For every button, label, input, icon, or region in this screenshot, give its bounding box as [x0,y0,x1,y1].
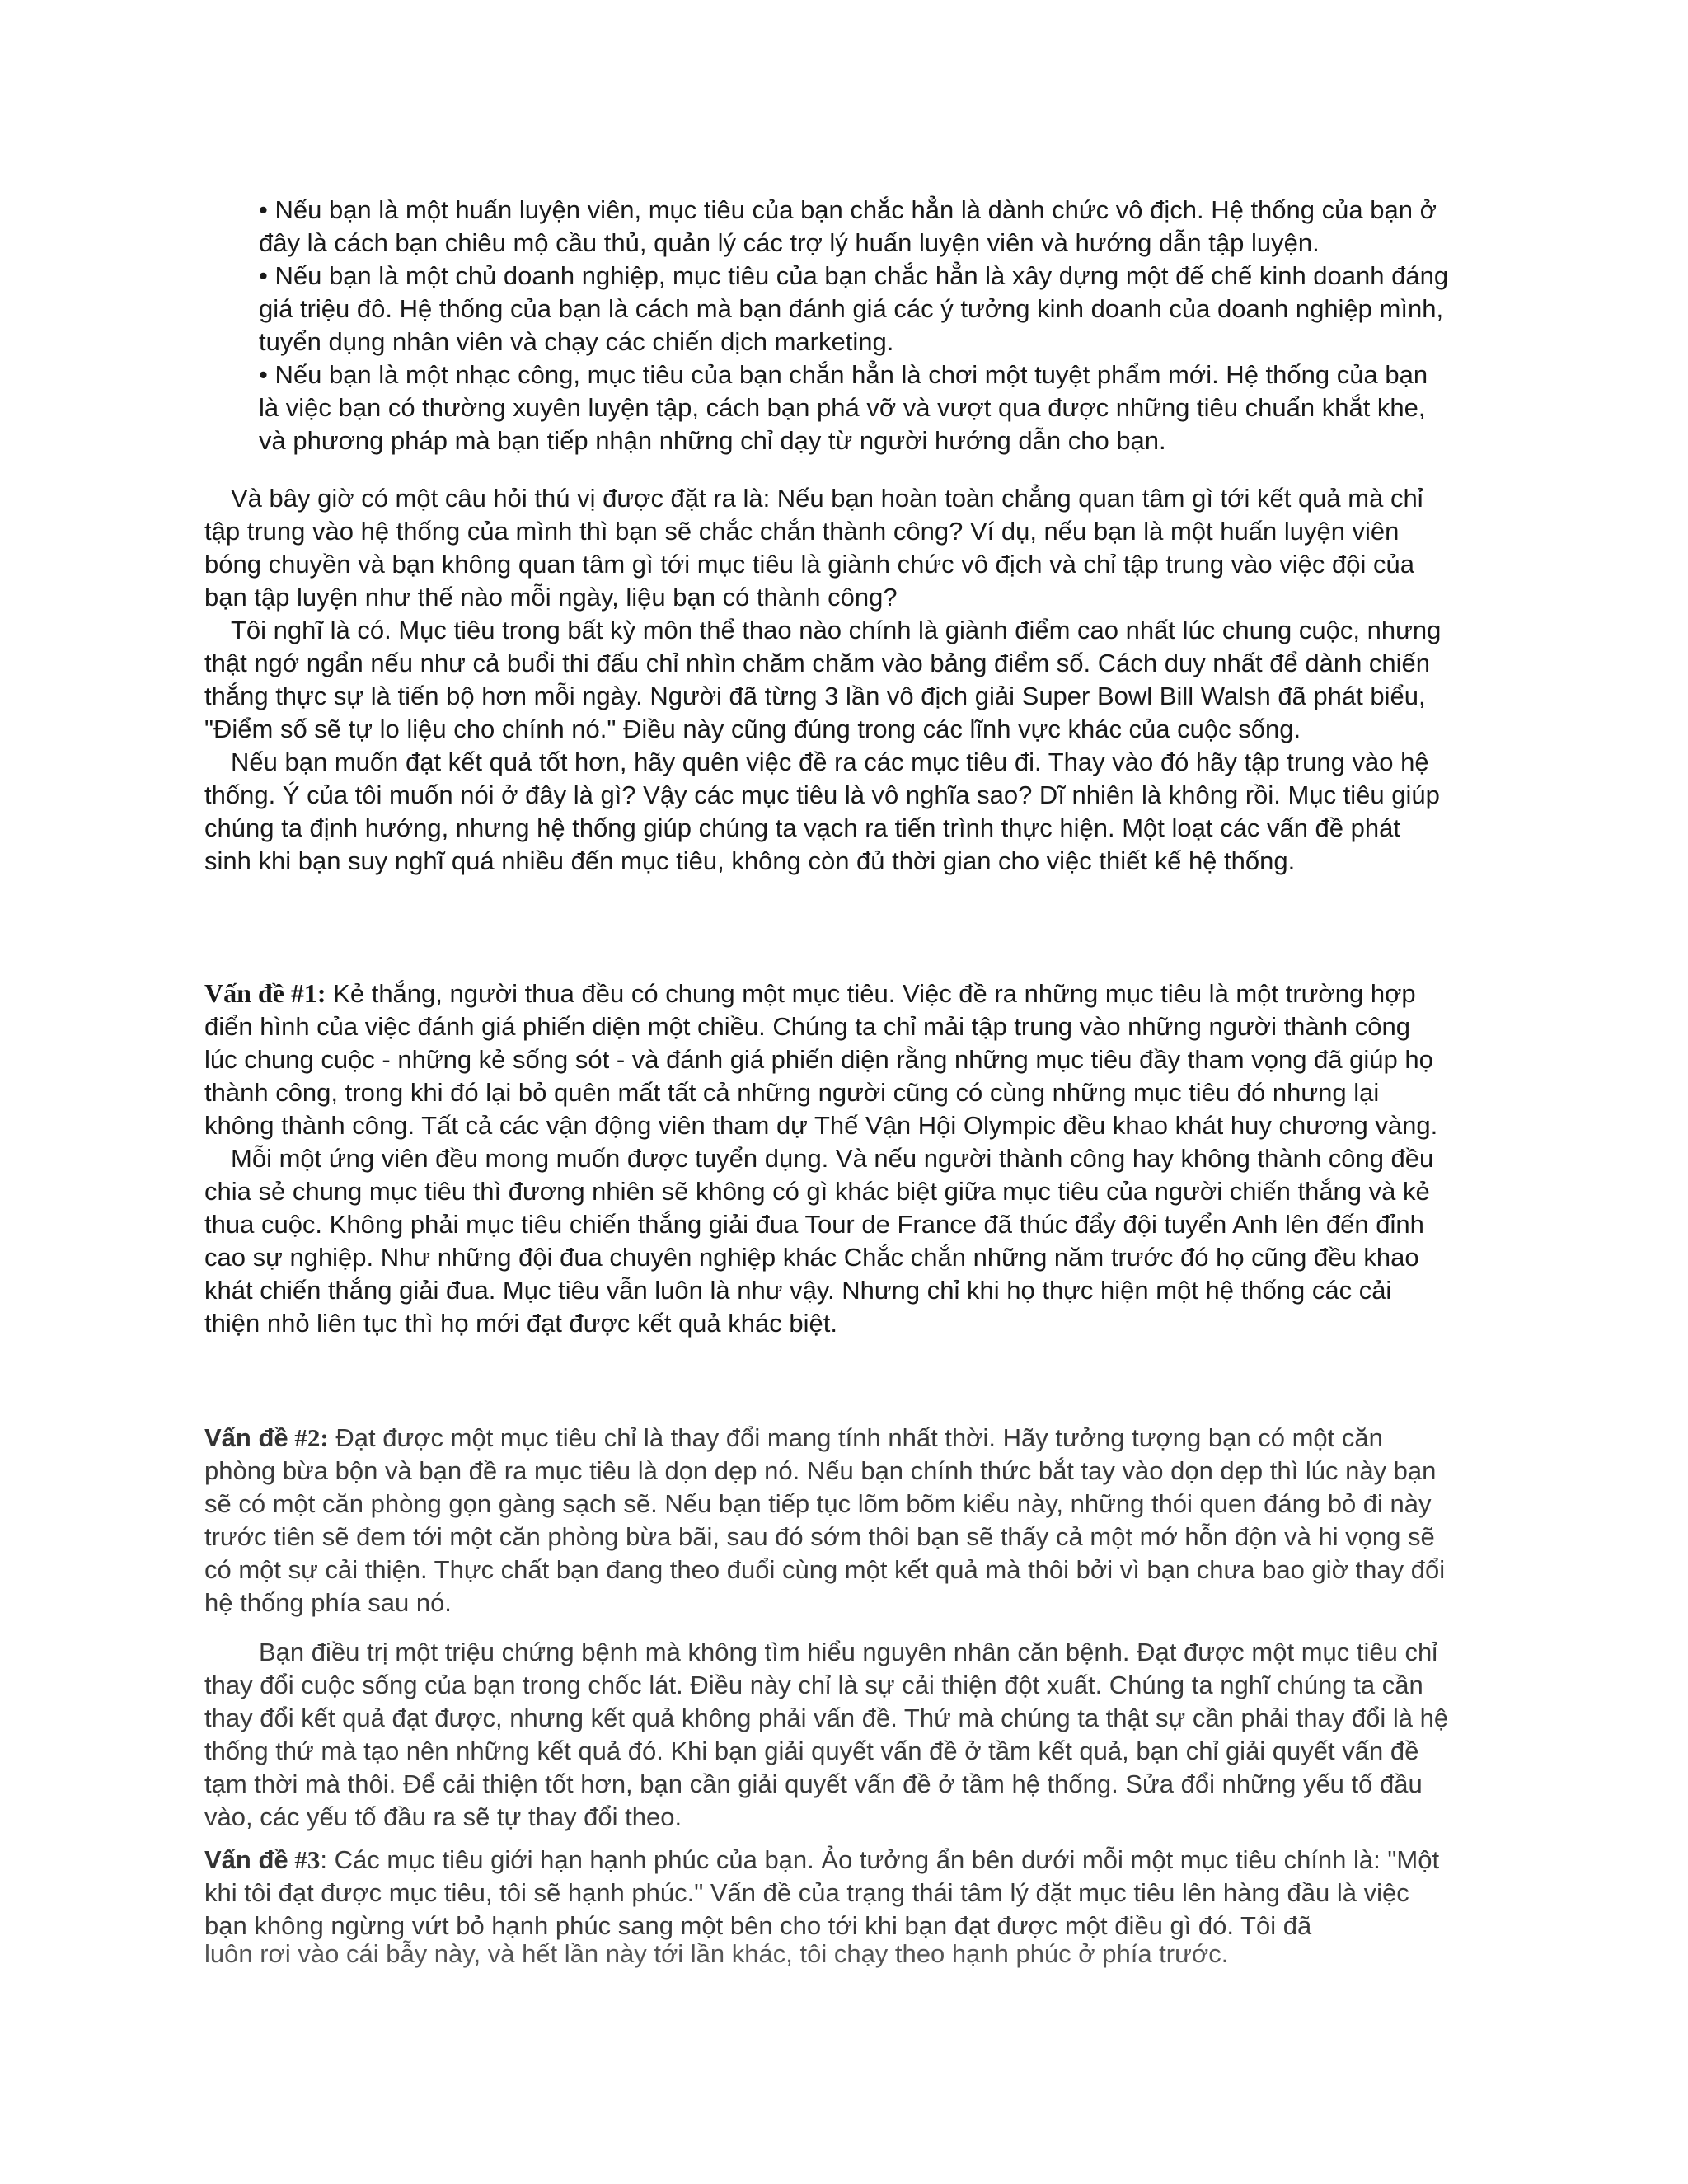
document-page [204,0,1449,2184]
cut-off-text: luôn rơi vào cái bẫy này, và hết lần này tới lần khác, tôi chạy theo hạnh phúc ở phía trước. [204,1939,1229,1968]
problem-1-section [204,977,1449,1340]
problem-3-section [204,1844,1449,1943]
bullet-item-business-owner: • Nếu bạn là một chủ doanh nghiệp, mục tiêu của bạn chắc hẳn là xây dựng một đế chế kinh doanh đáng giá triệu đô. Hệ thống của bạn là cách mà bạn đánh giá các ý tưởng kinh doanh của doanh nghiệp mình, tuyển dụng nhân viên và chạy các chiến dịch marketing. [259,261,1449,356]
problem-3-label-word: Vấn đề [204,1845,288,1874]
problem-1-paragraph-2: Mỗi một ứng viên đều mong muốn được tuyển dụng. Và nếu người thành công hay không thành công đều chia sẻ chung mục tiêu thì đương nhiên sẽ không có gì khác biệt giữa mục tiêu của người chiến thắng và kẻ thua cuộc. Không phải mục tiêu chiến thắng giải đua Tour de France đã thúc đẩy đội tuyển Anh lên đến đỉnh cao sự nghiệp. Như những đội đua chuyên nghiệp khác Chắc chắn những năm trước đó họ cũng đều khao khát chiến thắng giải đua. Mục tiêu vẫn luôn là như vậy. Nhưng chỉ khi họ thực hiện một hệ thống các cải thiện nhỏ liên tục thì họ mới đạt được kết quả khác biệt. [204,1144,1434,1338]
problem-1-label: Vấn đề #1: [204,978,326,1008]
problem-1-paragraph [204,977,1449,1142]
bullet-item-musician: • Nếu bạn là một nhạc công, mục tiêu của bạn chắn hẳn là chơi một tuyệt phẩm mới. Hệ thống của bạn là việc bạn có thường xuyên luyện tập, cách bạn phá vỡ và vượt qua được những tiêu chuẩn khắt khe, và phương pháp mà bạn tiếp nhận những chỉ dạy từ người hướng dẫn cho bạn. [259,360,1428,455]
bullet-list [259,194,1449,457]
problem-3-paragraph [204,1844,1449,1943]
intro-paragraph-1: Và bây giờ có một câu hỏi thú vị được đặt ra là: Nếu bạn hoàn toàn chẳng quan tâm gì tới kết quả mà chỉ tập trung vào hệ thống của mình thì bạn sẽ chắc chắn thành công? Ví dụ, nếu bạn là một huấn luyện viên bóng chuyền và bạn không quan tâm gì tới mục tiêu là giành chức vô địch và chỉ tập trung vào việc đội của bạn tập luyện như thế nào mỗi ngày, liệu bạn có thành công? [204,484,1423,612]
intro-paragraph-3: Nếu bạn muốn đạt kết quả tốt hơn, hãy quên việc đề ra các mục tiêu đi. Thay vào đó hãy tập trung vào hệ thống. Ý của tôi muốn nói ở đây là gì? Vậy các mục tiêu là vô nghĩa sao? Dĩ nhiên là không rồi. Mục tiêu giúp chúng ta định hướng, nhưng hệ thống giúp chúng ta vạch ra tiến trình thực hiện. Một loạt các vấn đề phát sinh khi bạn suy nghĩ quá nhiều đến mục tiêu, không còn đủ thời gian cho việc thiết kế hệ thống. [204,748,1440,875]
bullet-item-coach: • Nếu bạn là một huấn luyện viên, mục tiêu của bạn chắc hẳn là dành chức vô địch. Hệ thống của bạn ở đây là cách bạn chiêu mộ cầu thủ, quản lý các trợ lý huấn luyện viên và hướng dẫn tập luyện. [259,195,1437,257]
problem-1-text: Kẻ thắng, người thua đều có chung một mục tiêu. Việc đề ra những mục tiêu là một trường hợp điển hình của việc đánh giá phiến diện một chiều. Chúng ta chỉ mải tập trung vào những người thành công lúc chung cuộc - những kẻ sống sót - và đánh giá phiến diện rằng những mục tiêu đầy tham vọng đã giúp họ thành công, trong khi đó lại bỏ quên mất tất cả những người cũng có cùng những mục tiêu đó nhưng lại không thành công. Tất cả các vận động viên tham dự Thế Vận Hội Olympic đều khao khát huy chương vàng. [204,979,1438,1140]
problem-2-paragraph [204,1422,1449,1619]
problem-2-section [204,1422,1449,1619]
problem-2-text: Đạt được một mục tiêu chỉ là thay đổi mang tính nhất thời. Hãy tưởng tượng bạn có một căn phòng bừa bộn và bạn đề ra mục tiêu là dọn dẹp nó. Nếu bạn chính thức bắt tay vào dọn dẹp thì lúc này bạn sẽ có một căn phòng gọn gàng sạch sẽ. Nếu bạn tiếp tục lõm bõm kiểu này, những thói quen đáng bỏ đi này trước tiên sẽ đem tới một căn phòng bừa bãi, sau đó sớm thôi bạn sẽ thấy cả một mớ hỗn độn và hi vọng sẽ có một sự cải thiện. Thực chất bạn đang theo đuổi cùng một kết quả mà thôi bởi vì bạn chưa bao giờ thay đổi hệ thống phía sau nó. [204,1423,1446,1617]
cut-off-text-line [204,1939,1449,1971]
problem-3-label-number: #3 [288,1845,321,1874]
intro-paragraph-2: Tôi nghĩ là có. Mục tiêu trong bất kỳ môn thể thao nào chính là giành điểm cao nhất lúc chung cuộc, nhưng thật ngớ ngẩn nếu như cả buổi thi đấu chỉ nhìn chăm chăm vào bảng điểm số. Cách duy nhất để dành chiến thắng thực sự là tiến bộ hơn mỗi ngày. Người đã từng 3 lần vô địch giải Super Bowl Bill Walsh đã phát biểu, "Điểm số sẽ tự lo liệu cho chính nó." Điều này cũng đúng trong các lĩnh vực khác của cuộc sống. [204,616,1442,743]
problem-2-label-number: #2: [288,1423,329,1452]
intro-section [204,482,1449,878]
problem-3-text: : Các mục tiêu giới hạn hạnh phúc của bạn. Ảo tưởng ẩn bên dưới mỗi một mục tiêu chính là: "Một khi tôi đạt được mục tiêu, tôi sẽ hạnh phúc." Vấn đề của trạng thái tâm lý đặt mục tiêu lên hàng đầu là việc bạn không ngừng vứt bỏ hạnh phúc sang một bên cho tới khi bạn đạt được một điều gì đó. Tôi đã [204,1845,1440,1940]
problem-2-paragraph-2: Bạn điều trị một triệu chứng bệnh mà không tìm hiểu nguyên nhân căn bệnh. Đạt được một mục tiêu chỉ thay đổi cuộc sống của bạn trong chốc lát. Điều này chỉ là sự cải thiện đột xuất. Chúng ta nghĩ chúng ta cần thay đổi kết quả đạt được, nhưng kết quả không phải vấn đề. Thứ mà chúng ta thật sự cần phải thay đổi là hệ thống thứ mà tạo nên những kết quả đó. Khi bạn giải quyết vấn đề ở tầm kết quả, bạn chỉ giải quyết vấn đề tạm thời mà thôi. Để cải thiện tốt hơn, bạn cần giải quyết vấn đề ở tầm hệ thống. Sửa đổi những yếu tố đầu vào, các yếu tố đầu ra sẽ tự thay đổi theo. [204,1638,1449,1831]
problem-2-label-word: Vấn đề [204,1423,288,1452]
problem-2-continuation [204,1636,1449,1834]
